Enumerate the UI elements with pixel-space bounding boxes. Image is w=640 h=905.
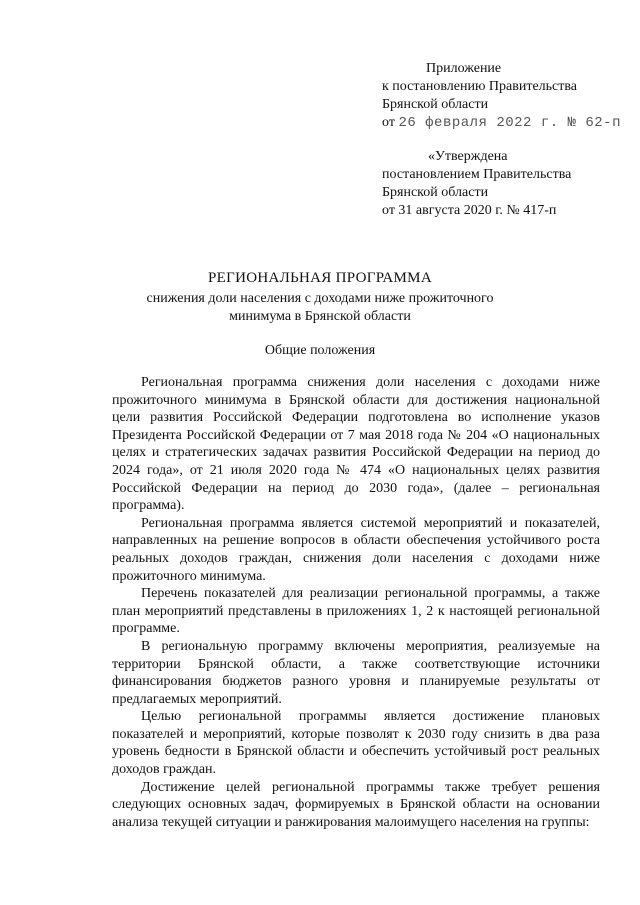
attachment-date-number: 26 февраля 2022 г. № 62-п [398,115,621,131]
attachment-line-2: к постановлению Правительства [382,79,578,94]
approved-line-1: «Утверждена [428,149,508,164]
document-title: РЕГИОНАЛЬНАЯ ПРОГРАММА [208,270,432,286]
attachment-line-4 [382,114,621,132]
paragraph: Достижение целей региональной программы также требует решения следующих основных задач, формируемых в Брянской области на основании анализа текущей ситуации и ранжирования малоимущего населения на группы: [112,779,600,830]
attachment-date-prefix: от [382,115,395,130]
subtitle-line-1: снижения доли населения с доходами ниже прожиточного [146,291,494,306]
document-body [112,374,600,831]
paragraph: В региональную программу включены мероприятия, реализуемые на территории Брянской области, а также соответствующие источники финансирования бюджетов разного уровня и планируемые результаты от предлагаемых мероприятий. [112,638,600,707]
subtitle-line-2: минимума в Брянской области [229,309,411,324]
attachment-line-3: Брянской области [382,97,489,112]
section-heading: Общие положения [264,343,376,358]
approved-line-3: Брянской области [382,185,489,200]
paragraph: Региональная программа является системой мероприятий и показателей, направленных на решение вопросов в области обеспечения устойчивого роста реальных доходов граждан, снижения доли населения с доходами ниже прожиточного минимума. [112,515,600,584]
attachment-block [382,60,621,132]
paragraph: Региональная программа снижения доли населения с доходами ниже прожиточного минимума в Брянской области для достижения национальной цели развития Российской Федерации подготовлена во исполнение указов Президента Российской Федерации от 7 мая 2018 года № 204 «О национальных целях и стратегических задачах развития Российской Федерации на период до 2024 года», от 21 июля 2020 года № 474 «О национальных целях развития Российской Федерации на период до 2030 года», (далее – региональная программа). [112,375,600,514]
paragraph: Перечень показателей для реализации региональной программы, а также план мероприятий представлены в приложениях 1, 2 к настоящей региональной программе. [112,586,600,637]
approved-line-4: от 31 августа 2020 г. № 417-п [382,203,557,218]
paragraph: Целью региональной программы является достижение плановых показателей и мероприятий, которые позволят к 2030 году снизить в два раза уровень бедности в Брянской области и обеспечить устойчивый рост реальных доходов граждан. [112,709,600,778]
approved-line-2: постановлением Правительства [382,167,572,182]
document-subtitle [0,290,640,326]
approved-block [382,148,571,220]
attachment-line-1: Приложение [426,61,502,76]
